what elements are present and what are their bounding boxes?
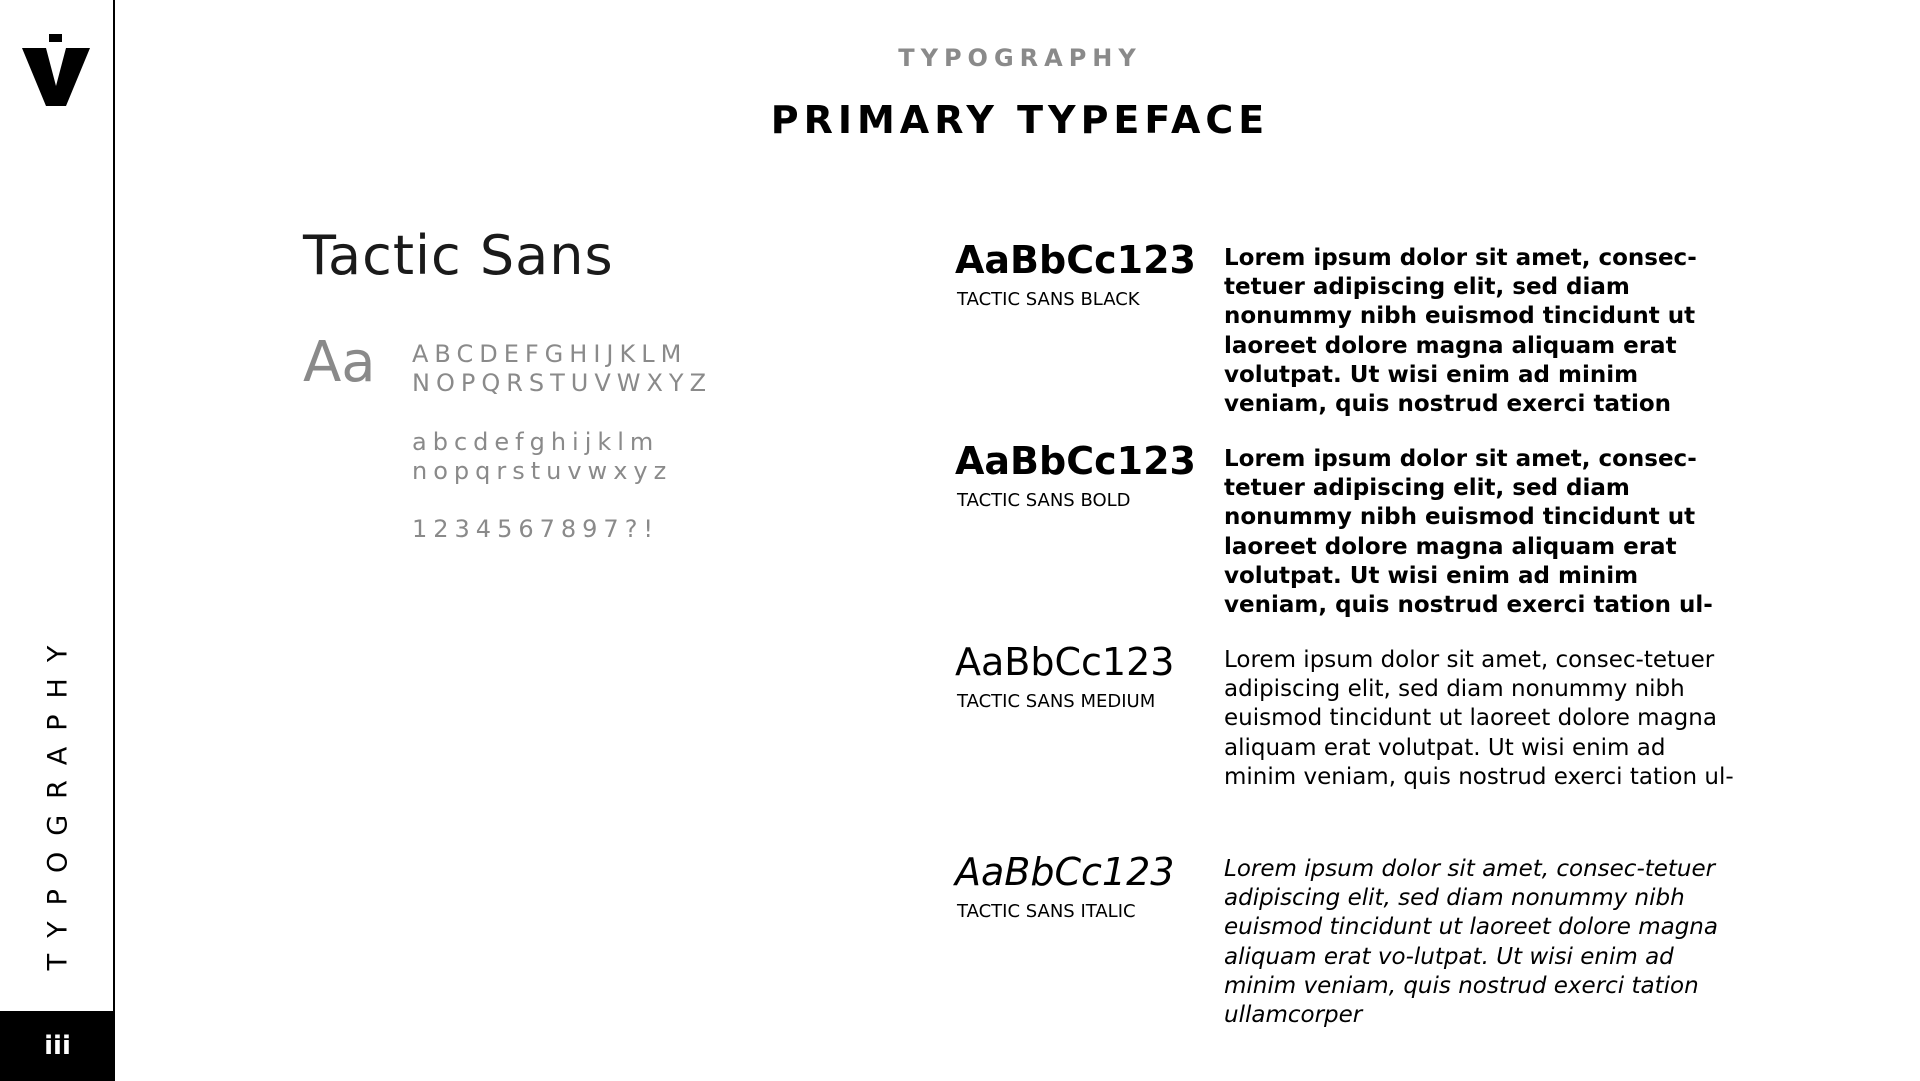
- lowercase-line-1: abcdefghijklm: [412, 428, 660, 456]
- lorem-italic: Lorem ipsum dolor sit amet, consec-tetuer adipiscing elit, sed diam nonummy nibh euismod tincidunt ut laoreet dolore magna aliquam erat vo-lutpat. Ut wisi enim ad minim veniam, quis nostrud exerci tation ullamcorper: [1224, 856, 1718, 1029]
- lorem-medium: Lorem ipsum dolor sit amet, consec-tetuer adipiscing elit, sed diam nonummy nibh euismod tincidunt ut laoreet dolore magna aliquam erat volutpat. Ut wisi enim ad minim veniam, quis nostrud exerci tation ul-: [1224, 647, 1734, 790]
- weight-sample-italic: AaBbCc123: [955, 850, 1175, 894]
- typeface-name: Tactic Sans: [303, 224, 614, 287]
- weight-label-black: TACTIC SANS BLACK: [957, 289, 1140, 310]
- uppercase-line-2: NOPQRSTUVWXYZ: [412, 369, 713, 397]
- lorem-bold: Lorem ipsum dolor sit amet, consec-tetuer adipiscing elit, sed diam nonummy nibh euismod tincidunt ut laoreet dolore magna aliquam erat volutpat. Ut wisi enim ad minim veniam, quis nostrud exerci tation ul-: [1224, 446, 1713, 619]
- section-label: TYPOGRAPHY: [898, 44, 1142, 72]
- lowercase-line-2: nopqrstuvwxyz: [412, 457, 673, 485]
- aa-sample: Aa: [303, 330, 376, 395]
- weight-label-italic: TACTIC SANS ITALIC: [957, 901, 1136, 922]
- page-title: PRIMARY TYPEFACE: [770, 98, 1270, 142]
- uppercase-line-1: ABCDEFGHIJKLM: [412, 340, 688, 368]
- sidebar-vertical-label: TYPOGRAPHY: [42, 629, 74, 971]
- weight-sample-bold: AaBbCc123: [955, 439, 1196, 483]
- lorem-black: Lorem ipsum dolor sit amet, consec-tetuer adipiscing elit, sed diam nonummy nibh euismod tincidunt ut laoreet dolore magna aliquam erat volutpat. Ut wisi enim ad minim veniam, quis nostrud exerci tation: [1224, 245, 1697, 418]
- sidebar: [0, 0, 115, 1081]
- numerals-line: 1234567897?!: [412, 515, 660, 543]
- weight-label-bold: TACTIC SANS BOLD: [957, 490, 1131, 511]
- weight-label-medium: TACTIC SANS MEDIUM: [957, 691, 1156, 712]
- weight-sample-medium: AaBbCc123: [955, 640, 1175, 684]
- page-number: iii: [0, 1011, 115, 1081]
- weight-sample-black: AaBbCc123: [955, 238, 1196, 282]
